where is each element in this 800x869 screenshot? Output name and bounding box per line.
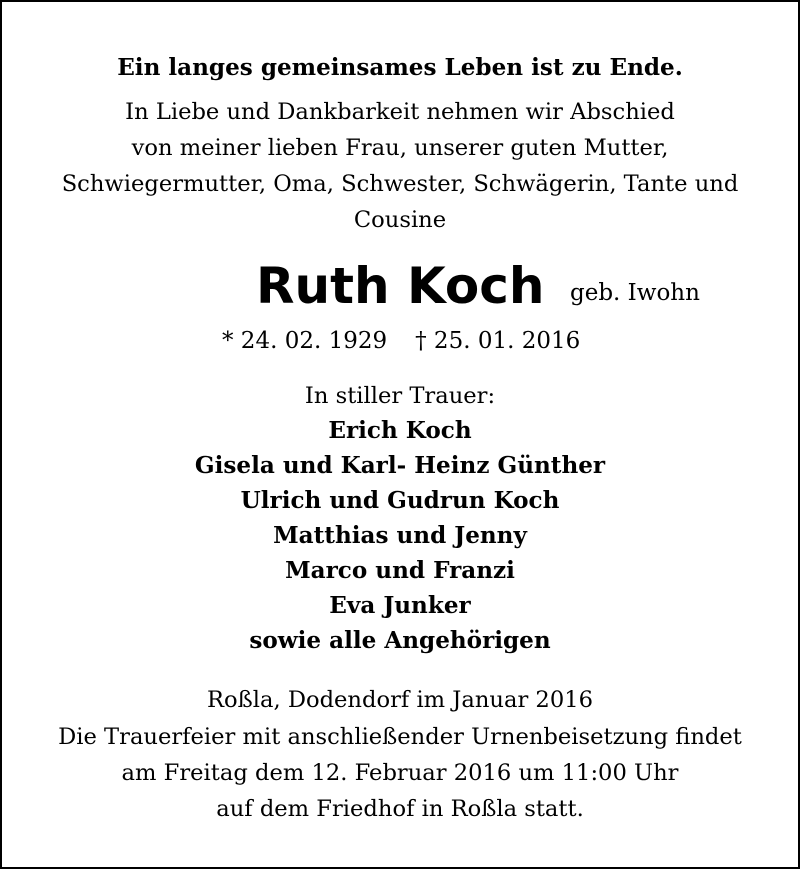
intro-line-1: In Liebe und Dankbarkeit nehmen wir Abschied	[125, 99, 675, 125]
footer-line-4: auf dem Friedhof in Roßla statt.	[216, 796, 584, 822]
headline: Ein langes gemeinsames Leben ist zu Ende.	[117, 54, 683, 81]
death-date: † 25. 01. 2016	[415, 328, 581, 354]
mourner-3: Ulrich und Gudrun Koch	[240, 487, 560, 514]
intro-line-4: Cousine	[353, 207, 447, 233]
intro-line-2: von meiner lieben Frau, unserer guten Mutter,	[131, 135, 669, 161]
mourner-5: Marco und Franzi	[285, 557, 515, 584]
birth-date: * 24. 02. 1929	[222, 328, 388, 354]
mourner-7: sowie alle Angehörigen	[249, 627, 551, 654]
mourning-intro: In stiller Trauer:	[304, 383, 496, 409]
life-dates	[222, 330, 580, 353]
mourner-6: Eva Junker	[329, 592, 471, 619]
mourner-1: Erich Koch	[328, 417, 472, 444]
deceased-name: Ruth Koch	[256, 257, 545, 315]
footer-line-3: am Freitag dem 12. Februar 2016 um 11:00 Uhr	[121, 760, 679, 786]
mourner-4: Matthias und Jenny	[273, 522, 527, 549]
deceased-name-row	[0, 257, 800, 321]
intro-line-3: Schwiegermutter, Oma, Schwester, Schwägerin, Tante und	[61, 171, 739, 197]
maiden-name: geb. Iwohn	[570, 280, 700, 306]
mourner-2: Gisela und Karl- Heinz Günther	[194, 452, 606, 479]
footer-line-2: Die Trauerfeier mit anschließender Urnenbeisetzung findet	[58, 724, 742, 750]
footer-line-1: Roßla, Dodendorf im Januar 2016	[207, 687, 593, 713]
